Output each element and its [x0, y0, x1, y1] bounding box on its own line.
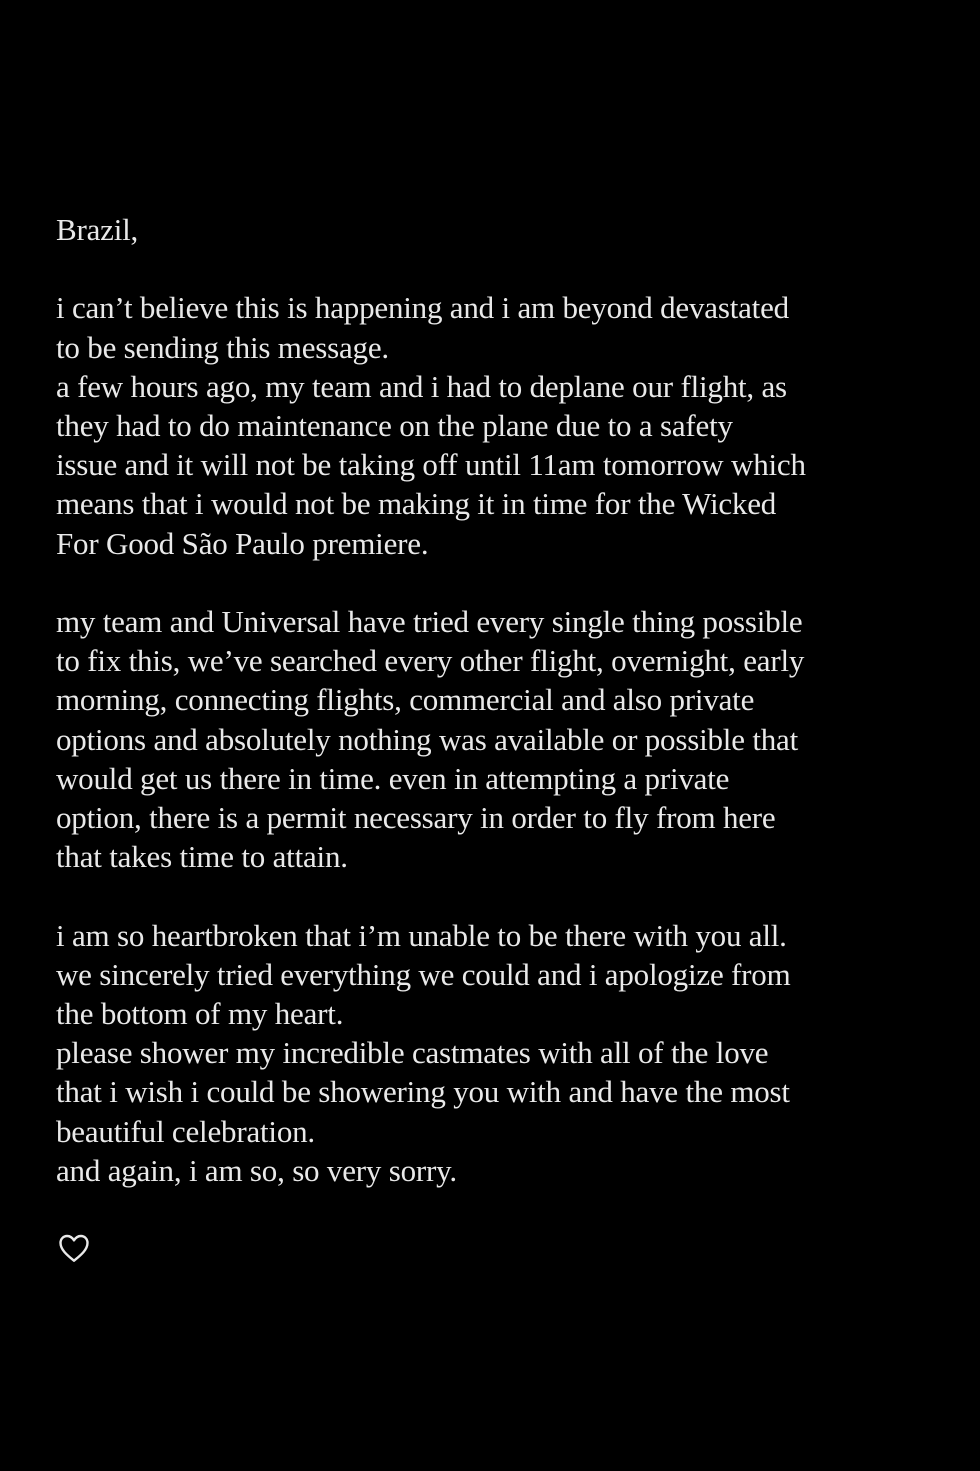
letter-body	[56, 210, 956, 1190]
letter-line: that takes time to attain.	[56, 839, 348, 875]
letter-line: issue and it will not be taking off until 11am tomorrow which	[56, 447, 806, 483]
letter-line: means that i would not be making it in time for the Wicked	[56, 486, 777, 522]
letter-line: the bottom of my heart.	[56, 996, 344, 1032]
paragraph-gap	[56, 876, 956, 915]
letter-line: morning, connecting flights, commercial and also private	[56, 682, 755, 718]
letter-line: they had to do maintenance on the plane due to a safety	[56, 408, 733, 443]
letter-line: and again, i am so, so very sorry.	[56, 1152, 457, 1188]
letter-line: beautiful celebration.	[56, 1113, 315, 1149]
letter-line: i am so heartbroken that i’m unable to be there with you all.	[56, 917, 787, 953]
letter-line: option, there is a permit necessary in order to fly from here	[56, 800, 776, 836]
paragraph-gap	[56, 249, 956, 288]
letter-line: that i wish i could be showering you with and have the most	[56, 1074, 790, 1110]
greeting: Brazil,	[56, 212, 139, 247]
letter-line: i can’t believe this is happening and i am beyond devastated	[56, 290, 789, 326]
letter-line: would get us there in time. even in attempting a private	[56, 760, 730, 796]
letter-line: my team and Universal have tried every single thing possible	[56, 604, 803, 639]
paragraph-gap	[56, 563, 956, 602]
letter-line: to fix this, we’ve searched every other flight, overnight, early	[56, 643, 805, 679]
letter-line: to be sending this message.	[56, 329, 389, 365]
heart-outline-icon	[56, 1230, 92, 1266]
letter-line: options and absolutely nothing was available or possible that	[56, 721, 799, 757]
letter-line: please shower my incredible castmates with all of the love	[56, 1035, 769, 1071]
letter-line: we sincerely tried everything we could and i apologize from	[56, 956, 791, 992]
letter-line: For Good São Paulo premiere.	[56, 525, 429, 561]
letter-line: a few hours ago, my team and i had to deplane our flight, as	[56, 368, 787, 404]
